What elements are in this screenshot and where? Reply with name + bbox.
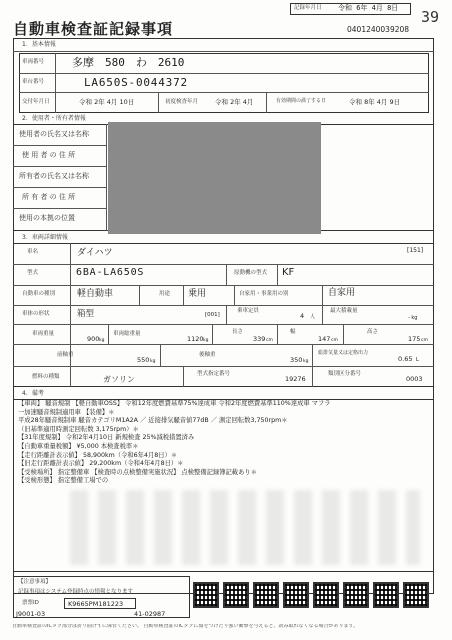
height-label: 高さ [367, 329, 379, 335]
gross-label: 車両総重量 [113, 331, 141, 337]
remark-line: 【旧走行距離計表示値】 29,200km（令和4年4月8日）＊ [18, 460, 184, 468]
remark-line: 【車両】 騒音規制 【軽自動車OSS】 令和12年度燃費基準75%達成車 令和2年度燃費基準110%達成車 マフラ [18, 400, 331, 407]
engine-value: KF [282, 267, 295, 278]
private-value: 自家用 [328, 288, 356, 298]
body-value: 箱型 [77, 309, 95, 319]
kind-value: 軽自動車 [77, 289, 114, 299]
expiry-value: 令和 8年 4月 9日 [349, 98, 401, 106]
width-unit: cm [331, 338, 338, 343]
length-label: 長さ [232, 329, 244, 335]
first-reg-value: 令和 2年 4月 [215, 98, 254, 106]
document-number: 0401240039208 [347, 25, 410, 34]
owner-name-label: 所有者の氏名又は名称 [19, 172, 89, 180]
capacity-value: 4 [300, 312, 305, 320]
use-label: 用途 [159, 291, 171, 297]
width-value: 147 [318, 335, 331, 343]
length-value: 339 [253, 335, 266, 343]
qr-code [193, 582, 219, 608]
remark-line: 【自動車重量税額】 ¥5,000 本検査税率＊ [18, 442, 139, 450]
rear-axle-value: 350 [290, 356, 303, 364]
width-label: 幅 [290, 329, 296, 335]
height-unit: cm [421, 338, 428, 343]
remark-line: 【受検形態】 指定整備工場での [18, 477, 109, 485]
form-id-label: 票票ID [22, 600, 39, 606]
remark-line: 【31年度規制】 令和2年4月10日 新規検査 25%減税措置済み [18, 434, 195, 442]
remark-line: （旧基準適用時測定回転数 3,175rpm）＊ [18, 425, 139, 433]
front-axle-value: 550 [137, 356, 150, 364]
faded-text-area [70, 490, 420, 565]
first-reg-label: 初度検査年月 [165, 99, 199, 105]
print-date-label: 記録年月日 [294, 5, 322, 11]
engine-label: 原動機の型式 [234, 270, 268, 276]
model-value: 6BA-LA650S [76, 267, 145, 278]
front-axle-unit: kg [150, 359, 156, 364]
capacity-label: 乗車定員 [237, 308, 260, 314]
body-label: 車体の形状 [22, 311, 50, 317]
class-no-value: 0003 [406, 375, 423, 383]
type-no-value: 19276 [285, 375, 306, 383]
fuel-label: 燃料の種類 [32, 374, 60, 380]
user-addr-label: 使 用 者 の 住 所 [22, 151, 76, 159]
kind-label: 自動車の種別 [22, 291, 56, 297]
gross-unit: kg [203, 338, 209, 343]
remark-line: 【走行距離計表示値】 58,900km（令和6年4月8日）＊ [18, 451, 178, 459]
qr-code [343, 582, 369, 608]
section-specs-title: 3．車両詳細情報 [22, 234, 68, 241]
height-value: 175 [408, 335, 421, 343]
model-label: 型式 [27, 270, 39, 276]
maker-value: ダイハツ [77, 248, 113, 258]
type-no-label: 型式指定番号 [197, 371, 231, 377]
form-id-value: K9665PM181223 [68, 600, 124, 608]
chassis-value: LA650S-0044372 [84, 76, 188, 89]
body-code: [001] [205, 312, 220, 318]
notice-title: 【注意事項】 [18, 579, 52, 585]
load-unit: - kg [408, 315, 418, 321]
bottom-mid-code: 41-02987 [134, 610, 166, 618]
expiry-label: 有効期間の満了する日 [276, 98, 327, 104]
reg-no-label: 車両番号 [22, 59, 45, 65]
capacity-unit: 人 [310, 314, 316, 320]
issue-value: 令和 2年 4月 10日 [79, 98, 135, 106]
maker-code: [151] [407, 247, 424, 254]
displacement-unit: L [416, 357, 419, 363]
qr-code [283, 582, 309, 608]
footer-note: 自動車検査証のICタグ部分は折り曲げずに保管ください。 自動車検査証のICタグに傷をつけたり強い衝撃を与えると、読み取れなくなる場合があります。 [12, 624, 359, 629]
weight-value: 900 [87, 335, 100, 343]
bottom-left-code: J9001-03 [16, 610, 46, 618]
maker-label: 車名 [27, 249, 39, 255]
remarks-text [18, 400, 430, 486]
owner-addr-label: 所 有 者 の 住 所 [22, 193, 76, 201]
use-value: 乗用 [188, 289, 207, 299]
handwritten-note: 39 [421, 8, 440, 26]
section-remarks-title: 4．備考 [22, 390, 44, 397]
weight-label: 車両重量 [32, 331, 55, 337]
notice-line: 記録事項はシステム登録時点の情報となります [18, 589, 133, 595]
base-label: 使用の本拠の位置 [19, 214, 75, 222]
front-axle-label: 前軸重 [57, 352, 74, 358]
remark-line: 一加速騒音規制適用車 【装備】＊ [18, 408, 115, 416]
remark-line: 平成28年騒音規制車 騒音カテゴリM1A2A ／ 近接排気騒音値77dB ／ 測定回転数3,750rpm＊ [18, 417, 288, 425]
gross-value: 1120 [187, 335, 204, 343]
issue-label: 交付年月日 [22, 99, 50, 105]
page-title: 自動車検査証記録事項 [13, 20, 174, 38]
displacement-value: 0.65 [398, 355, 413, 363]
length-unit: cm [266, 338, 273, 343]
weight-unit: kg [99, 338, 105, 343]
qr-code [223, 582, 249, 608]
qr-code [373, 582, 399, 608]
class-no-label: 類別区分番号 [328, 371, 362, 377]
load-label: 最大積載量 [330, 308, 358, 314]
qr-code [253, 582, 279, 608]
reg-no-value: 多摩 580 わ 2610 [72, 56, 185, 69]
remark-line: 【受検場所】 指定整備車 【検査時の点検整備実施状況】 点検整備記録簿記載あり＊ [18, 468, 257, 476]
qr-code [313, 582, 339, 608]
print-date-value: 令和 6年 4月 8日 [338, 4, 399, 12]
section-users-title: 2．使用者・所有者情報 [22, 115, 86, 122]
displacement-label: 総排気量又は定格出力 [318, 350, 369, 356]
qr-code [403, 582, 429, 608]
fuel-value: ガソリン [103, 375, 135, 384]
redaction-block [108, 122, 321, 234]
private-label: 自家用・事業用の別 [239, 291, 289, 297]
section-basic-title: 1．基本情報 [22, 41, 56, 48]
rear-axle-unit: kg [303, 359, 309, 364]
chassis-label: 車台番号 [22, 79, 45, 85]
user-name-label: 使用者の氏名又は名称 [19, 130, 89, 138]
rear-axle-label: 後軸重 [199, 352, 216, 358]
